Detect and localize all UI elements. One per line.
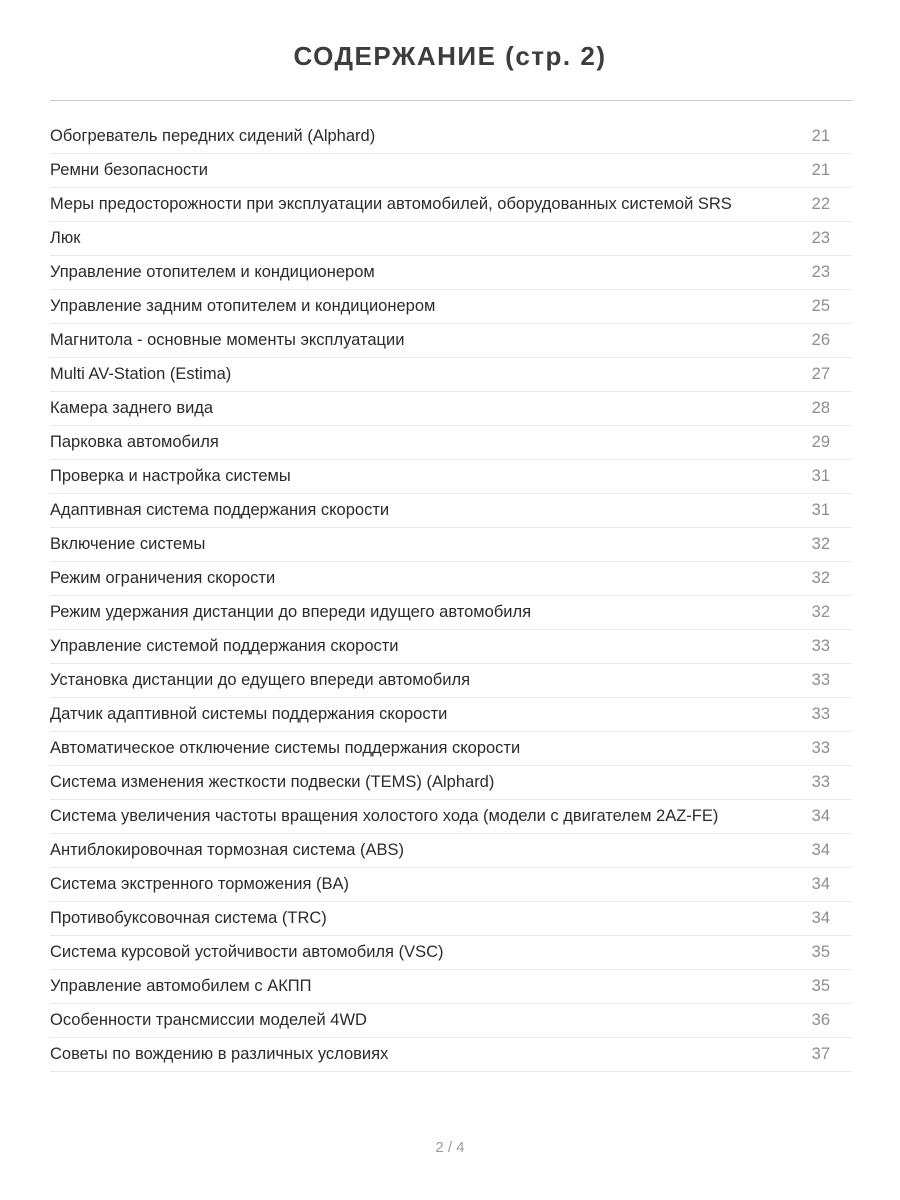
toc-entry-label: Парковка автомобиля — [50, 433, 219, 451]
toc-entry-page-number: 34 — [811, 909, 830, 927]
toc-row — [50, 358, 852, 392]
toc-entry-page-number: 33 — [811, 637, 830, 655]
toc-entry-label: Управление отопителем и кондиционером — [50, 263, 375, 281]
toc-entry-label: Управление автомобилем с АКПП — [50, 977, 312, 995]
toc-entry-label: Включение системы — [50, 535, 206, 553]
toc-row — [50, 188, 852, 222]
toc-entry-page-number: 29 — [811, 433, 830, 451]
toc-row — [50, 460, 852, 494]
toc-entry-label: Автоматическое отключение системы поддержания скорости — [50, 739, 521, 757]
toc-entry-label: Антиблокировочная тормозная система (ABS) — [50, 841, 404, 859]
toc-row — [50, 596, 852, 630]
toc-row — [50, 698, 852, 732]
toc-entry-page-number: 35 — [811, 977, 830, 995]
toc-row — [50, 1004, 852, 1038]
toc-entry-label: Магнитола - основные моменты эксплуатации — [50, 331, 405, 349]
toc-entry-page-number: 33 — [811, 739, 830, 757]
toc-entry-page-number: 33 — [811, 671, 830, 689]
toc-entry-label: Управление задним отопителем и кондиционером — [50, 297, 436, 315]
toc-entry-label: Установка дистанции до едущего впереди автомобиля — [50, 671, 471, 689]
toc-entry-page-number: 33 — [811, 773, 830, 791]
toc-entry-label: Система изменения жесткости подвески (TEMS) (Alphard) — [50, 773, 495, 791]
toc-entry-label: Система увеличения частоты вращения холостого хода (модели с двигателем 2AZ-FE) — [50, 807, 719, 825]
toc-entry-page-number: 21 — [811, 161, 830, 179]
toc-entry-label: Multi AV-Station (Estima) — [50, 365, 232, 383]
toc-row — [50, 732, 852, 766]
toc-row — [50, 324, 852, 358]
toc-row — [50, 970, 852, 1004]
toc-entry-page-number: 32 — [811, 569, 830, 587]
toc-row — [50, 222, 852, 256]
toc-entry-page-number: 25 — [811, 297, 830, 315]
toc-entry-label: Система курсовой устойчивости автомобиля (VSC) — [50, 943, 444, 961]
toc-entry-page-number: 26 — [811, 331, 830, 349]
toc-entry-page-number: 34 — [811, 875, 830, 893]
toc-row — [50, 528, 852, 562]
toc-row — [50, 936, 852, 970]
toc-entry-label: Камера заднего вида — [50, 399, 214, 417]
toc-entry-page-number: 28 — [811, 399, 830, 417]
toc-row — [50, 426, 852, 460]
toc-row — [50, 256, 852, 290]
toc-entry-label: Проверка и настройка системы — [50, 467, 291, 485]
toc-entry-label: Люк — [50, 229, 81, 247]
toc-entry-page-number: 27 — [811, 365, 830, 383]
toc-entry-label: Обогреватель передних сидений (Alphard) — [50, 127, 376, 145]
toc-row — [50, 494, 852, 528]
toc-entry-page-number: 22 — [811, 195, 830, 213]
toc-row — [50, 766, 852, 800]
toc-entry-page-number: 23 — [811, 263, 830, 281]
toc-entry-page-number: 34 — [811, 841, 830, 859]
toc-entry-page-number: 32 — [811, 603, 830, 621]
page-title: СОДЕРЖАНИЕ (стр. 2) — [293, 41, 607, 71]
toc-entry-label: Меры предосторожности при эксплуатации автомобилей, оборудованных системой SRS — [50, 195, 732, 213]
toc-row — [50, 120, 852, 154]
toc-row — [50, 562, 852, 596]
toc-row — [50, 902, 852, 936]
toc-entry-page-number: 35 — [811, 943, 830, 961]
toc-entry-page-number: 31 — [811, 467, 830, 485]
toc-entry-label: Датчик адаптивной системы поддержания скорости — [50, 705, 448, 723]
toc-entry-label: Управление системой поддержания скорости — [50, 637, 399, 655]
toc-row — [50, 800, 852, 834]
toc-row — [50, 290, 852, 324]
toc-row — [50, 1038, 852, 1072]
toc-row — [50, 630, 852, 664]
toc-entry-page-number: 37 — [811, 1045, 830, 1063]
toc-entry-page-number: 36 — [811, 1011, 830, 1029]
toc-row — [50, 664, 852, 698]
toc-entry-label: Советы по вождению в различных условиях — [50, 1045, 389, 1063]
toc-entry-label: Режим удержания дистанции до впереди идущего автомобиля — [50, 603, 532, 621]
toc-entry-label: Адаптивная система поддержания скорости — [50, 501, 390, 519]
toc-row — [50, 868, 852, 902]
toc-entry-page-number: 23 — [811, 229, 830, 247]
toc-row — [50, 392, 852, 426]
toc-list — [50, 120, 852, 1072]
toc-entry-label: Противобуксовочная система (TRC) — [50, 909, 327, 927]
toc-entry-page-number: 34 — [811, 807, 830, 825]
toc-entry-page-number: 33 — [811, 705, 830, 723]
header-divider — [50, 100, 852, 101]
toc-entry-page-number: 21 — [811, 127, 830, 145]
toc-entry-label: Ремни безопасности — [50, 161, 209, 179]
toc-row — [50, 834, 852, 868]
page-indicator: 2 / 4 — [435, 1139, 465, 1156]
toc-row — [50, 154, 852, 188]
toc-entry-label: Особенности трансмиссии моделей 4WD — [50, 1011, 367, 1029]
toc-entry-label: Режим ограничения скорости — [50, 569, 276, 587]
toc-entry-page-number: 31 — [811, 501, 830, 519]
toc-entry-label: Система экстренного торможения (BA) — [50, 875, 349, 893]
toc-entry-page-number: 32 — [811, 535, 830, 553]
